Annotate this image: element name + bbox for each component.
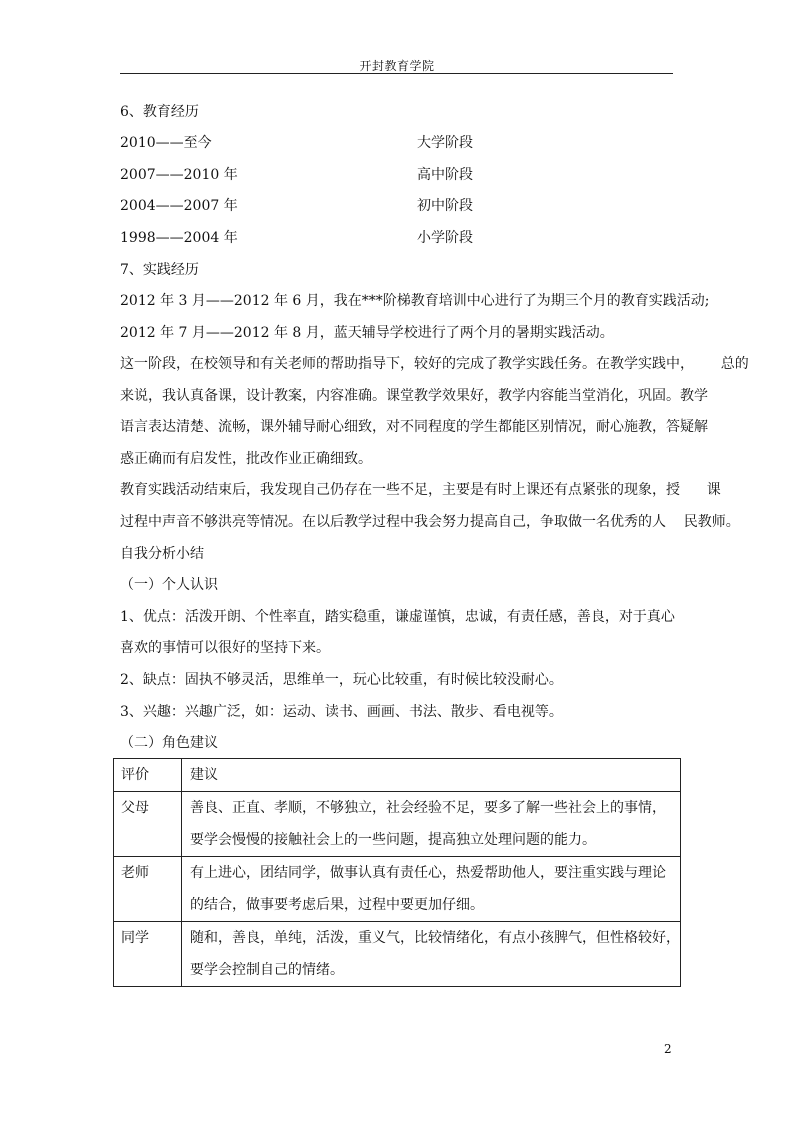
practice-line: 惑正确而有启发性，批改作业正确细致。 bbox=[120, 451, 372, 467]
education-stage: 大学阶段 bbox=[417, 135, 473, 151]
education-row bbox=[120, 166, 673, 184]
advice-cell: 随和，善良，单纯，活泼，重义气，比较情绪化，有点小孩脾气，但性格较好， 要学会控制自己的情绪。 bbox=[182, 922, 681, 987]
education-heading: 6、教育经历 bbox=[120, 104, 199, 120]
faults-line: 2、缺点：固执不够灵活，思维单一，玩心比较重，有时候比较没耐心。 bbox=[120, 672, 563, 688]
education-period: 2010——至今 bbox=[120, 135, 212, 151]
education-stage: 小学阶段 bbox=[417, 230, 473, 246]
practice-line: 2012 年 7 月——2012 年 8 月，蓝天辅导学校进行了两个月的暑期实践活动。 bbox=[120, 325, 614, 341]
education-stage: 初中阶段 bbox=[417, 198, 473, 214]
practice-line: 来说，我认真备课，设计教案，内容准确。课堂教学效果好，教学内容能当堂消化，巩固。教学 bbox=[120, 388, 708, 404]
role-cell: 父母 bbox=[114, 792, 182, 857]
role-cell: 同学 bbox=[114, 922, 182, 987]
table-row bbox=[114, 857, 681, 922]
table-header-cell: 建议 bbox=[182, 759, 681, 792]
practice-heading: 7、实践经历 bbox=[120, 262, 199, 278]
roles-table bbox=[113, 758, 681, 987]
education-row bbox=[120, 197, 673, 215]
summary-heading: 自我分析小结 bbox=[120, 546, 204, 562]
advice-cell: 有上进心，团结同学，做事认真有责任心，热爱帮助他人，要注重实践与理论 的结合，做事要考虑后果，过程中要更加仔细。 bbox=[182, 857, 681, 922]
table-header-row bbox=[114, 759, 681, 792]
education-period: 2007——2010 年 bbox=[120, 167, 238, 183]
roles-heading: （二）角色建议 bbox=[120, 735, 218, 751]
advice-cell: 善良、正直、孝顺，不够独立，社会经验不足，要多了解一些社会上的事情， 要学会慢慢的接触社会上的一些问题，提高独立处理问题的能力。 bbox=[182, 792, 681, 857]
education-stage: 高中阶段 bbox=[417, 167, 473, 183]
education-period: 1998——2004 年 bbox=[120, 230, 238, 246]
page-header-title: 开封教育学院 bbox=[359, 59, 435, 73]
education-period: 2004——2007 年 bbox=[120, 198, 238, 214]
practice-line: 教育实践活动结束后，我发现自己仍存在一些不足，主要是有时上课还有点紧张的现象，授 课 bbox=[120, 482, 721, 498]
practice-line: 过程中声音不够洪亮等情况。在以后教学过程中我会努力提高自己，争取做一名优秀的人 民教师。 bbox=[120, 514, 740, 530]
practice-line: 语言表达清楚、流畅，课外辅导耐心细致，对不同程度的学生都能区别情况，耐心施教，答疑解 bbox=[120, 419, 708, 435]
header-rule bbox=[120, 73, 673, 74]
education-row bbox=[120, 134, 673, 152]
practice-line: 这一阶段，在校领导和有关老师的帮助指导下，较好的完成了教学实践任务。在教学实践中， 总的 bbox=[120, 356, 749, 372]
personal-heading: （一）个人认识 bbox=[120, 577, 218, 593]
table-row bbox=[114, 922, 681, 987]
table-header-cell: 评价 bbox=[114, 759, 182, 792]
page-number: 2 bbox=[664, 1042, 672, 1056]
table-row bbox=[114, 792, 681, 857]
merits-line: 1、优点：活泼开朗、个性率直，踏实稳重，谦虚谨慎，忠诚，有责任感，善良，对于真心 bbox=[120, 609, 675, 625]
hobbies-line: 3、兴趣：兴趣广泛，如：运动、读书、画画、书法、散步、看电视等。 bbox=[120, 704, 563, 720]
practice-line: 2012 年 3 月——2012 年 6 月，我在***阶梯教育培训中心进行了为期三个月的教育实践活动; bbox=[120, 293, 710, 309]
merits-line: 喜欢的事情可以很好的坚持下来。 bbox=[120, 640, 330, 656]
education-row bbox=[120, 229, 673, 247]
role-cell: 老师 bbox=[114, 857, 182, 922]
